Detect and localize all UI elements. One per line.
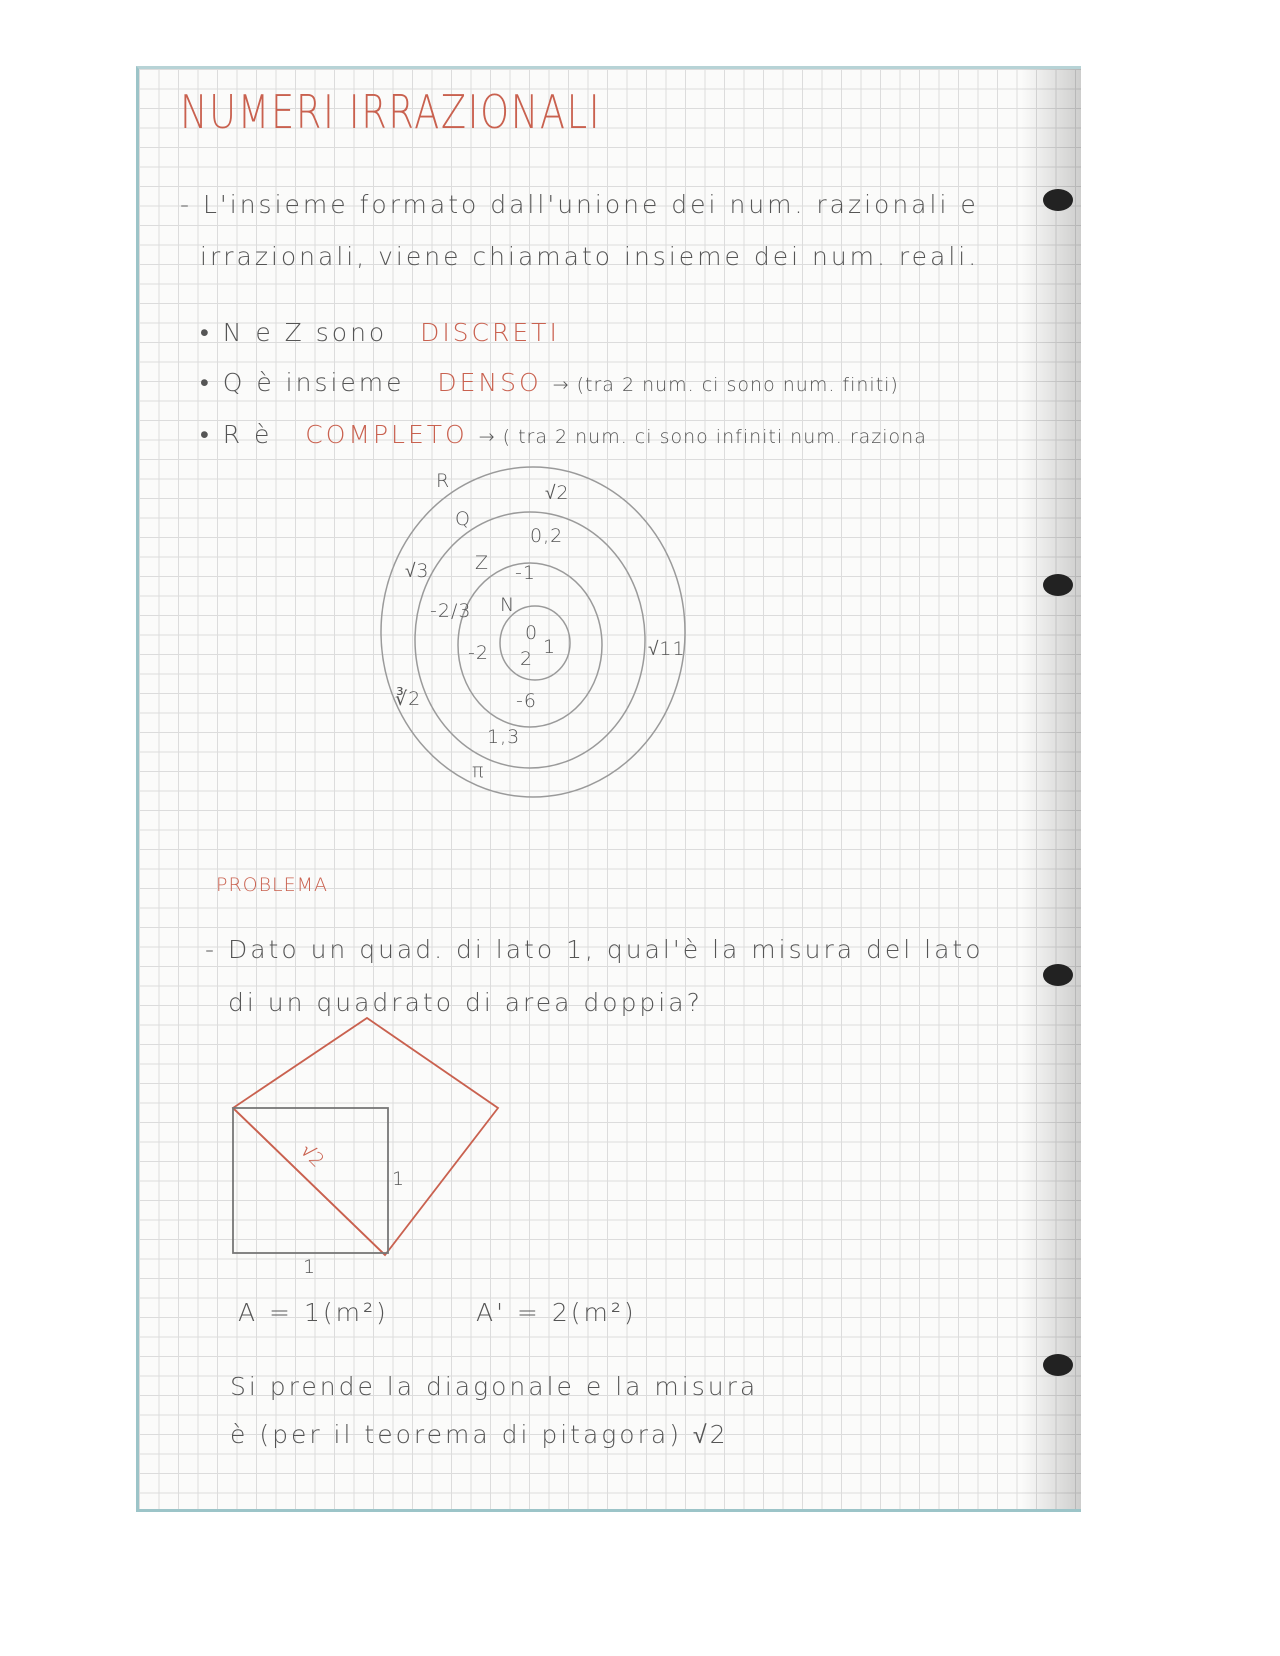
problem-heading: PROBLEMA — [216, 874, 329, 896]
big-square — [233, 1018, 498, 1255]
page-title: NUMERI IRRAZIONALI — [180, 85, 602, 139]
diagonal — [233, 1108, 385, 1255]
element-label: -1 — [515, 562, 536, 584]
element-label: ∛2 — [395, 688, 422, 710]
element-label: √2 — [545, 482, 570, 504]
bullet-key: DISCRETI — [420, 318, 560, 347]
element-label: 2 — [520, 648, 534, 670]
set-label-n: N — [500, 594, 516, 616]
intro-line-1: - L'insieme formato dall'unione dei num. razionali e — [180, 190, 979, 219]
bullet-text: • N e Z sono — [200, 318, 388, 347]
conclusion-line-1: Si prende la diagonale e la misura — [230, 1372, 759, 1401]
set-label-q: Q — [455, 508, 471, 530]
bullet-note: → ( tra 2 num. ci sono infiniti num. raziona — [478, 426, 927, 448]
element-label: √11 — [648, 638, 686, 660]
square-figure — [233, 1018, 498, 1255]
problem-line-2: di un quadrato di area doppia? — [228, 988, 703, 1017]
intro-line-2: irrazionali, viene chiamato insieme dei num. reali. — [200, 242, 980, 271]
side-label: 1 — [392, 1168, 406, 1190]
element-label: 1 — [543, 636, 557, 658]
conclusion-line-2: è (per il teorema di pitagora) √2 — [230, 1420, 729, 1449]
problem-line-1: - Dato un quad. di lato 1, qual'è la misura del lato — [205, 935, 984, 964]
element-label: 0,2 — [530, 525, 564, 547]
element-label: -2/3 — [430, 600, 472, 622]
area-original: A = 1(m²) — [238, 1298, 389, 1327]
diagonal-label: √2 — [296, 1139, 330, 1173]
bullet-key: COMPLETO — [305, 420, 468, 449]
bottom-label: 1 — [303, 1256, 317, 1278]
element-label: -6 — [516, 690, 537, 712]
bullet-text: • Q è insieme — [200, 368, 405, 397]
bullet-key: DENSO — [437, 368, 542, 397]
element-label: -2 — [468, 642, 489, 664]
set-label-z: Z — [475, 552, 490, 574]
element-label: 0 — [525, 622, 539, 644]
area-double: A' = 2(m²) — [476, 1298, 637, 1327]
element-label: π — [472, 760, 485, 782]
element-label: 1,3 — [487, 726, 521, 748]
bullet-note: → (tra 2 num. ci sono num. finiti) — [552, 374, 899, 396]
element-label: √3 — [405, 560, 430, 582]
set-label-r: R — [436, 470, 451, 492]
bullet-text: • R è — [200, 420, 273, 449]
